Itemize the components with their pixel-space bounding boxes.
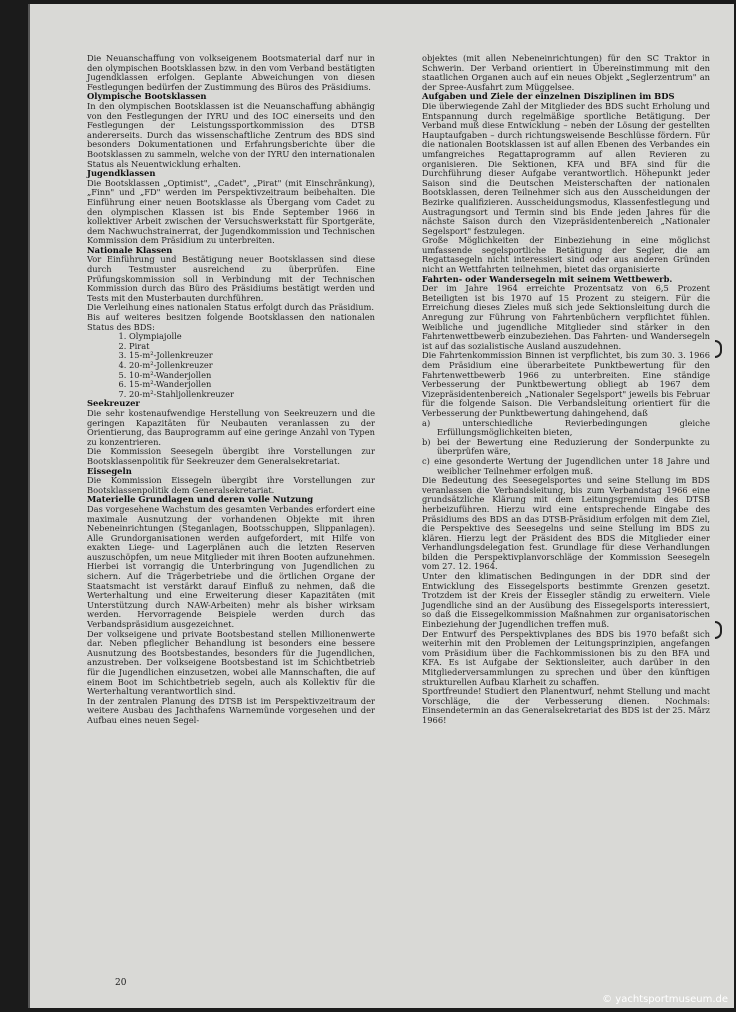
paragraph: Das vorgesehene Wachstum des gesamten Verbandes erfordert eine maximale Ausnutzung der vorhandenen Objekte mit ihren Nebeneinrichtungen (Steganlagen, Bootsschuppen, Slippanlagen). Alle Grundorganisationen werden aufgefordert, mit Hilfe von exakten Liege- und Lagerplänen auch die letzten Reserven auszuschöpfen, um neue Mitglieder mit ihren Booten aufzunehmen. Hierbei ist vorrangig die Unterbringung von Jugendlichen zu sichern. Auf die Trägerbetriebe und die örtlichen Organe der Staatsmacht ist verstärkt darauf Einfluß zu nehmen, daß die Werterhaltung und eine Erweiterung dieser Kapazitäten (mit Unterstützung durch NAW-Arbeiten) mehr als bisher wirksam werden. Hervorragende Beispiele werden durch das Verbandspräsidium ausgezeichnet. <box>87 503 375 630</box>
list-item: b) bei der Bewertung eine Reduzierung der Sonderpunkte zu überprüfen wäre, <box>422 436 710 457</box>
paragraph: Sportfreunde! Studiert den Planentwurf, nehmt Stellung und macht Vorschläge, die der Verbesserung dienen. Nochmals: Einsendetermin an das Generalsekretariat des BDS ist der 25. März 1966! <box>422 686 710 725</box>
section-heading: Materielle Grundlagen und deren volle Nutzung <box>87 494 314 505</box>
boat-class-list <box>87 332 375 399</box>
list-item: a) unterschiedliche Revierbedingungen gleiche Erfüllungsmöglichkeiten bieten, <box>422 417 710 438</box>
paragraph: Die Bedeutung des Seesegelsportes und seine Stellung im BDS veranlassen die Verbandsleitung, bis zum Verbandstag 1966 eine grundsätzliche Klärung mit dem Leitungsgremium des DTSB herbeizuführen. Hierzu wird eine entsprechende Eingabe des Präsidiums des BDS an das DTSB-Präsidium erfolgen mit dem Ziel, die Perspektive des Seesegelns und seine Stellung im BDS zu klären. Hierzu legt der Präsident des BDS die Mitglieder einer Verhandlungsdelegation fest. Grundlage für diese Verhandlungen bilden die Perspektivplanvorschläge der Kommission Seesegeln vom 27. 12. 1964. <box>422 475 710 572</box>
section-heading: Seekreuzer <box>87 398 140 409</box>
section-heading: Jugendklassen <box>87 168 156 179</box>
paragraph: Der im Jahre 1964 erreichte Prozentsatz von 6,5 Prozent Beteiligten ist bis 1970 auf 15 Prozent zu steigern. Für die Erreichung dieses Zieles muß sich jede Sektionsleitung durch die Anregung zur Führung von Fahrtenbüchern verpflichtet fühlen. Weibliche und jugendliche Mitglieder sind stärker in den Fahrtenwettbewerb einzubeziehen. Das Fahrten- und Wandersegeln ist auf das sozialistische Ausland auszudehnen. <box>422 283 710 351</box>
list-item: 6. 15-m²-Wanderjollen <box>129 380 375 390</box>
paragraph: Die Verleihung eines nationalen Status erfolgt durch das Präsidium. <box>87 302 375 313</box>
paragraph: Die Bootsklassen „Optimist", „Cadet", „Pirat" (mit Einschränkung), „Finn" und „FD" werden im Perspektivzeitraum beibehalten. Die Einführung einer neuen Bootsklasse als Übergang vom Cadet zu den olympischen Klassen ist bis Ende September 1966 in kollektiver Arbeit zwischen der Versuchswerkstatt für Sportgeräte, dem Nachwuchstrainerrat, der Jugendkommission und Technischen Kommission dem Präsidium zu unterbreiten. <box>87 177 375 246</box>
paragraph: objektes (mit allen Nebeneinrichtungen) für den SC Traktor in Schwerin. Der Verband orientiert in Übereinstimmung mit den staatlichen Organen auch auf ein neues Objekt „Seglerzentrum" an der Spree-Ausfahrt zum Müggelsee. <box>422 53 710 92</box>
list-item: 5. 10-m²-Wanderjollen <box>129 371 375 381</box>
paragraph: Bis auf weiteres besitzen folgende Bootsklassen den nationalen Status des BDS: <box>87 312 375 332</box>
list-item: 2. Pirat <box>129 342 375 352</box>
paragraph: Große Möglichkeiten der Einbeziehung in eine möglichst umfassende segelsportliche Betätigung der Segler, die am Regattasegeln nicht interessiert sind oder aus anderen Gründen nicht an Wettfahrten teilnehmen, bietet das organisierte <box>422 235 710 275</box>
paragraph: Vor Einführung und Bestätigung neuer Bootsklassen sind diese durch Testmuster ausreichend zu überprüfen. Eine Prüfungskommission soll in Verbindung mit der Technischen Kommission durch das Büro des Präsidiums bestätigt werden und Tests mit den Musterbauten durchführen. <box>87 254 375 303</box>
criteria-list <box>422 419 710 477</box>
paragraph: Die Neuanschaffung von volkseigenem Bootsmaterial darf nur in den olympischen Bootsklassen bzw. in den vom Verband bestätigten Jugendklassen erfolgen. Geplante Abweichungen von diesen Festlegungen bedürfen der Zustimmung des Büros des Präsidiums. <box>87 53 375 92</box>
list-item: 1. Olympiajolle <box>129 332 375 342</box>
paragraph: In der zentralen Planung des DTSB ist im Perspektivzeitraum der weitere Ausbau des Jachthafens Warnemünde vorgesehen und der Aufbau eines neuen Segel- <box>87 695 375 725</box>
paragraph: Die Kommission Seesegeln übergibt ihre Vorstellungen zur Bootsklassenpolitik für Seekreuzer dem Generalsekretariat. <box>87 446 375 466</box>
paragraph: Die Kommission Eissegeln übergibt ihre Vorstellungen zur Bootsklassenpolitik dem Generalsekretariat. <box>87 475 375 495</box>
right-text-column <box>422 54 710 726</box>
watermark-credit: © yachtsportmuseum.de <box>602 994 728 1005</box>
paragraph: Die Fahrtenkommission Binnen ist verpflichtet, bis zum 30. 3. 1966 dem Präsidium eine überarbeitete Punktbewertung für den Fahrtenwettbewerb 1966 zu unterbreiten. Eine ständige Verbesserung der Punktbewertung obliegt ab 1967 dem Vizepräsidentenbereich „Nationaler Segelsport" jeweils bis Februar für die folgende Saison. Die Verbandsleitung orientiert für die Verbesserung der Punktbewertung dahingehend, daß <box>422 350 710 418</box>
paragraph: In den olympischen Bootsklassen ist die Neuanschaffung abhängig von den Festlegungen der IYRU und des IOC einerseits und den Festlegungen der Leistungssportkommission des DTSB andererseits. Durch das wissenschaftliche Zentrum des BDS sind besonders Dokumentationen und Erfahrungsberichte über die Bootsklassen zu sammeln, welche von der IYRU den internationalen Status als Neuentwicklung erhalten. <box>87 100 375 169</box>
paragraph: Die sehr kostenaufwendige Herstellung von Seekreuzern und die geringen Kapazitäten für Neubauten veranlassen zu der Orientierung, das Bauprogramm auf eine geringe Anzahl von Typen zu konzentrieren. <box>87 407 375 447</box>
page-number: 20 <box>115 978 127 988</box>
section-heading: Olympische Bootsklassen <box>87 91 207 102</box>
list-item: c) eine gesonderte Wertung der Jugendlichen unter 18 Jahre und weiblicher Teilnehmer erfolgen muß. <box>422 455 710 476</box>
left-text-column <box>87 54 375 726</box>
paragraph: Unter den klimatischen Bedingungen in der DDR sind der Entwicklung des Eissegelsports bestimmte Grenzen gesetzt. Trotzdem ist der Kreis der Eissegler ständig zu erweitern. Viele Jugendliche sind an der Ausübung des Eissegelsports interessiert, so daß die Eissegelkommission Maßnahmen zur organisatorischen Einbeziehung der Jugendlichen treffen muß. <box>422 571 710 630</box>
list-item: 7. 20-m²-Stahljollenkreuzer <box>129 390 375 400</box>
section-heading: Eissegeln <box>87 465 132 476</box>
section-heading: Nationale Klassen <box>87 244 173 255</box>
paragraph: Der volkseigene und private Bootsbestand stellen Millionenwerte dar. Neben pfleglicher Behandlung ist besonders eine bessere Ausnutzung des Bootsbestandes, besonders für die Jugendlichen, anzustreben. Der volkseigene Bootsbestand ist im Schichtbetrieb für die Jugendlichen einzusetzen, wobei alle Mannschaften, die auf einem Boot im Schichtbetrieb segeln, auch als Kollektiv für die Werterhaltung verantwortlich sind. <box>87 628 375 697</box>
list-item: 4. 20-m²-Jollenkreuzer <box>129 361 375 371</box>
paragraph: Der Entwurf des Perspektivplanes des BDS bis 1970 befaßt sich weiterhin mit den Problemen der Leitungsprinzipien, angefangen vom Präsidium über die Fachkommissionen bis zu den BFA und KFA. Es ist Aufgabe der Sektionsleiter, auch darüber in den Mitgliederversammlungen zu sprechen und über den künftigen strukturellen Aufbau Klarheit zu schaffen. <box>422 628 710 687</box>
section-heading: Fahrten- oder Wandersegeln mit seinem Wettbewerb. <box>422 273 673 284</box>
paragraph: Die überwiegende Zahl der Mitglieder des BDS sucht Erholung und Entspannung durch regelmäßige sportliche Betätigung. Der Verband muß diese Entwicklung – neben der Lösung der gestellten Hauptaufgaben – durch richtungsweisende Beschlüsse fördern. Für die nationalen Bootsklassen ist auf allen Ebenen des Verbandes ein umfangreiches Regattaprogramm auf allen Revieren zu organisieren. Die Sektionen, KFA und BFA sind für die Durchführung dieser Aufgabe verantwortlich. Höhepunkt jeder Saison sind die Deutschen Meisterschaften der nationalen Bootsklassen, deren Teilnehmer sich aus den Ausscheidungen der Bezirke qualifizieren. Ausscheidungsmodus, Klassenfestlegung und Austragungsort und Termin sind bis Ende jeden Jahres für die nächste Saison durch den Vizepräsidentenbereich „Nationaler Segelsport" festzulegen. <box>422 100 710 236</box>
section-heading: Aufgaben und Ziele der einzelnen Disziplinen im BDS <box>422 91 675 102</box>
list-item: 3. 15-m²-Jollenkreuzer <box>129 351 375 361</box>
